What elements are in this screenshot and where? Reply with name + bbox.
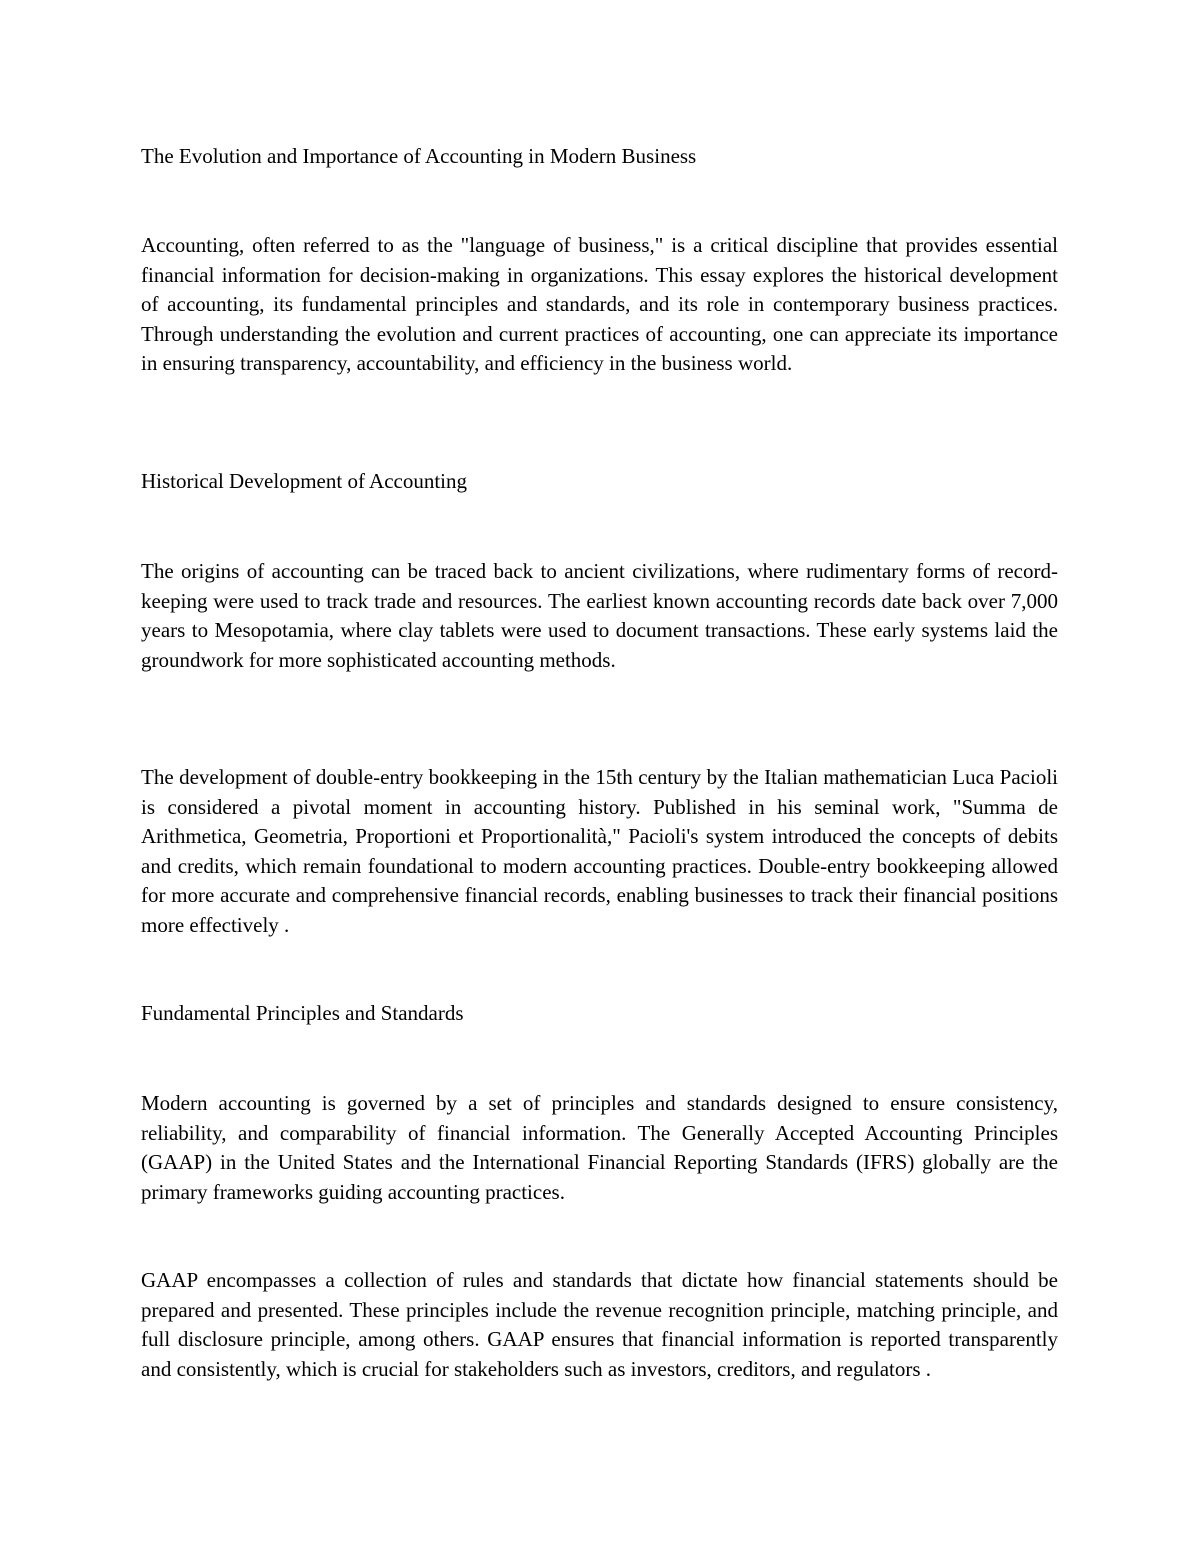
- section-heading-historical-development: Historical Development of Accounting: [141, 469, 468, 493]
- principles-paragraph-overview: Modern accounting is governed by a set of principles and standards designed to ensure consistency, reliability, and comparability of financial information. The Generally Accepted Accounting Principles (GAAP) in the United States and the International Financial Reporting Standards (IFRS) globally are the primary frameworks guiding accounting practices.: [141, 1091, 1058, 1204]
- document-title: The Evolution and Importance of Accounting in Modern Business: [141, 144, 697, 168]
- historical-paragraph-double-entry: The development of double-entry bookkeeping in the 15th century by the Italian mathematician Luca Pacioli is considered a pivotal moment in accounting history. Published in his seminal work, "Summa de Arithmetica, Geometria, Proportioni et Proportionalità," Pacioli's system introduced the concepts of debits and credits, which remain foundational to modern accounting practices. Double-entry bookkeeping allowed for more accurate and comprehensive financial records, enabling businesses to track their financial positions more effectively .: [141, 765, 1058, 937]
- section-heading-principles-standards: Fundamental Principles and Standards: [141, 1001, 464, 1025]
- historical-paragraph-origins: The origins of accounting can be traced back to ancient civilizations, where rudimentary forms of record-keeping were used to track trade and resources. The earliest known accounting records date back over 7,000 years to Mesopotamia, where clay tablets were used to document transactions. These early systems laid the groundwork for more sophisticated accounting methods.: [141, 559, 1058, 672]
- principles-paragraph-gaap: GAAP encompasses a collection of rules and standards that dictate how financial statements should be prepared and presented. These principles include the revenue recognition principle, matching principle, and full disclosure principle, among others. GAAP ensures that financial information is reported transparently and consistently, which is crucial for stakeholders such as investors, creditors, and regulators .: [141, 1268, 1058, 1381]
- intro-paragraph: Accounting, often referred to as the "language of business," is a critical discipline that provides essential financial information for decision-making in organizations. This essay explores the historical development of accounting, its fundamental principles and standards, and its role in contemporary business practices. Through understanding the evolution and current practices of accounting, one can appreciate its importance in ensuring transparency, accountability, and efficiency in the business world.: [141, 233, 1058, 375]
